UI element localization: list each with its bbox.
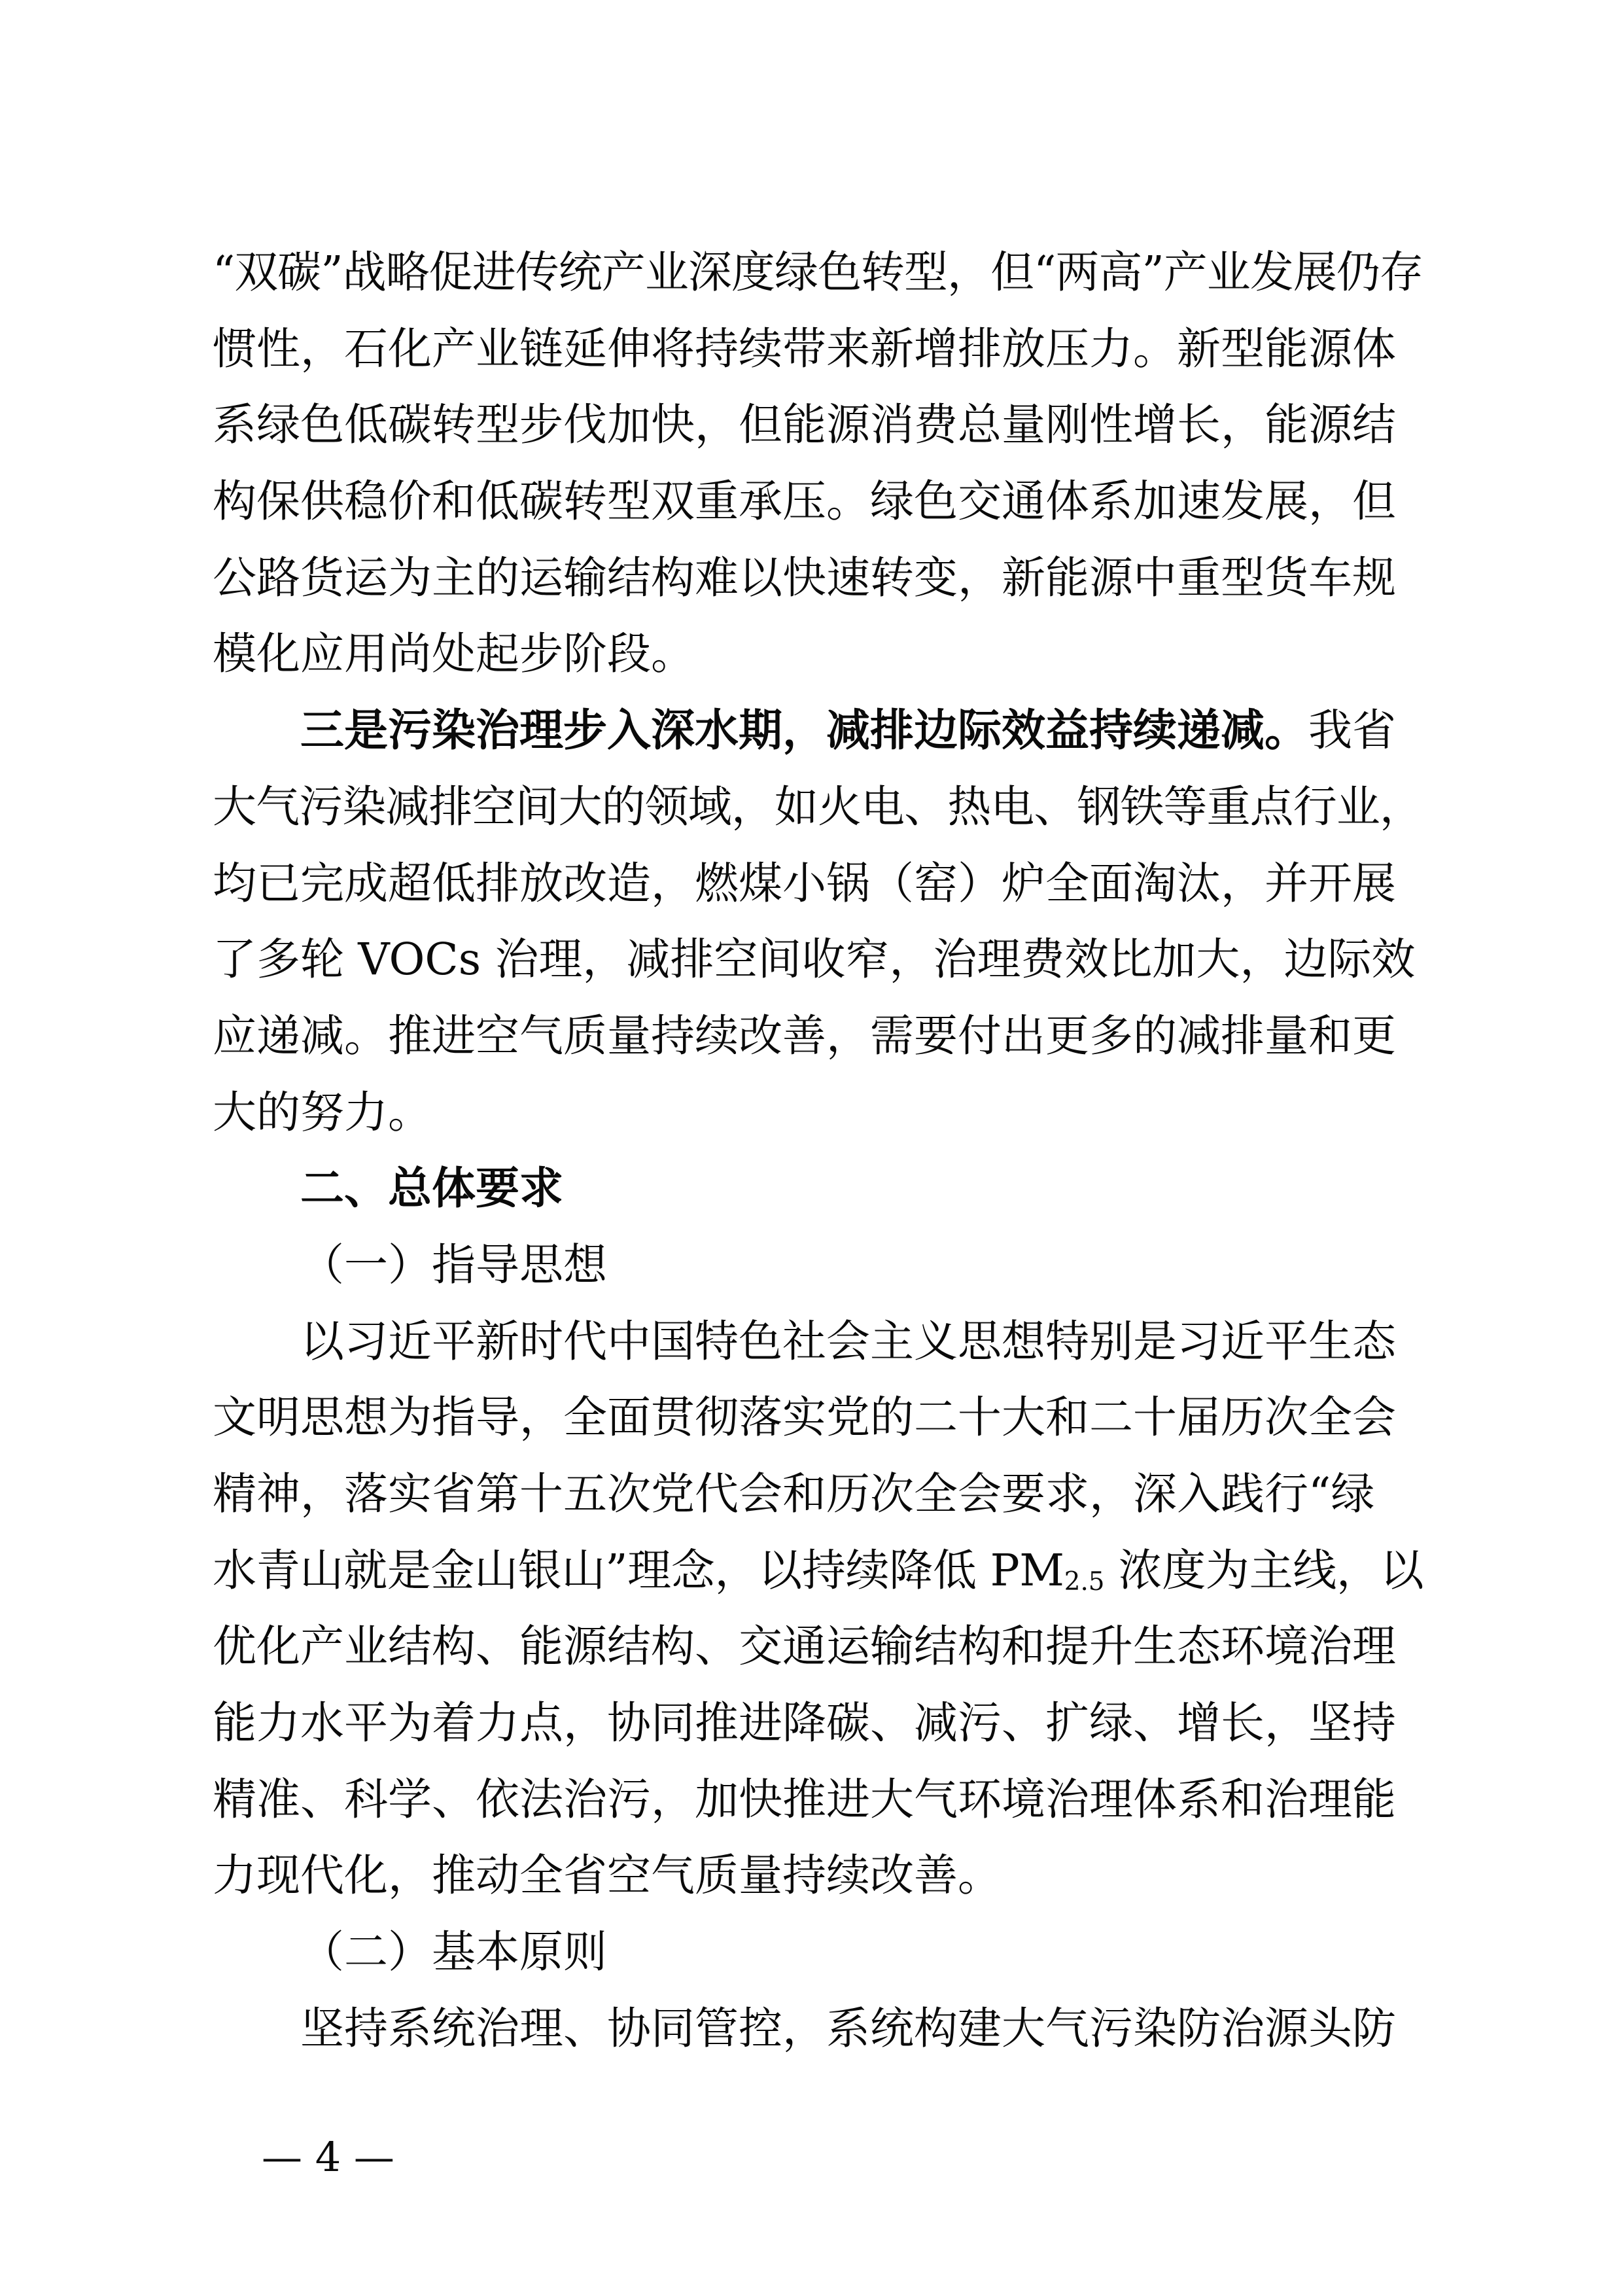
text-segment: 以习近平新时代中国特色社会主义思想特别是习近平生态 [300,1315,1396,1367]
text-segment: 构保供稳价和低碳转型双重承压。绿色交通体系加速发展，但 [213,476,1396,527]
text-line [213,1227,1423,1303]
text-line [213,692,1423,769]
text-segment: 应递减。推进空气质量持续改善，需要付出更多的减排量和更 [213,1010,1396,1061]
text-segment: 系绿色低碳转型步伐加快，但能源消费总量刚性增长，能源结 [213,399,1396,451]
text-segment: 大的努力。 [213,1086,432,1138]
text-segment: 惯性，石化产业链延伸将持续带来新增排放压力。新型能源体 [213,323,1396,374]
text-line [213,1303,1423,1380]
text-line [213,845,1423,922]
text-segment: 精神，落实省第十五次党代会和历次全会要求，深入践行“绿 [213,1468,1375,1519]
text-segment: 坚持系统治理、协同管控，系统构建大气污染防治源头防 [300,2002,1396,2054]
text-segment: （二）基本原则 [300,1926,607,1978]
text-segment: 了多轮 VOCs 治理，减排空间收窄，治理费效比加大，边际效 [213,934,1416,985]
text-line [213,921,1423,998]
text-segment: “双碳”战略促进传统产业深度绿色转型，但“两高”产业发展仍存 [213,247,1423,298]
text-segment: 模化应用尚处起步阶段。 [213,628,695,680]
text-line [213,769,1423,845]
text-line [213,1761,1423,1838]
text-line [213,234,1423,311]
text-segment: 三是污染治理步入深水期，减排边际效益持续递减。 [300,704,1308,756]
text-line [213,1532,1423,1609]
text-line [213,1379,1423,1456]
text-line [213,540,1423,616]
text-segment: 能力水平为着力点，协同推进降碳、减污、扩绿、增长，坚持 [213,1697,1396,1749]
text-line [213,1914,1423,1990]
text-line [213,616,1423,692]
text-segment: 大气污染减排空间大的领域，如火电、热电、钢铁等重点行业， [213,781,1423,832]
text-segment: 二、总体要求 [300,1162,563,1214]
text-line [213,387,1423,463]
text-line [213,463,1423,540]
text-line [213,1608,1423,1685]
text-segment: 优化产业结构、能源结构、交通运输结构和提升生态环境治理 [213,1621,1396,1672]
text-segment: 浓度为主线，以 [1104,1544,1424,1596]
text-line [213,1990,1423,2067]
text-line [213,1150,1423,1227]
document-body [213,234,1423,2067]
text-segment: 精准、科学、依法治污，加快推进大气环境治理体系和治理能 [213,1773,1396,1825]
text-segment: 文明思想为指导，全面贯彻落实党的二十大和二十届历次全会 [213,1392,1396,1443]
subscript-segment: 2.5 [1064,1566,1105,1597]
text-line [213,1074,1423,1151]
text-segment: 公路货运为主的运输结构难以快速转变，新能源中重型货车规 [213,552,1396,603]
text-segment: 力现代化，推动全省空气质量持续改善。 [213,1850,1002,1901]
text-line [213,998,1423,1074]
text-line [213,1685,1423,1761]
text-line [213,1456,1423,1532]
text-segment: （一）指导思想 [300,1239,607,1290]
page-number: — 4 — [262,2133,394,2181]
text-line [213,311,1423,387]
text-segment: 我省 [1308,705,1396,756]
text-line [213,1837,1423,1914]
text-segment: 水青山就是金山银山”理念，以持续降低 PM [213,1544,1064,1596]
text-segment: 均已完成超低排放改造，燃煤小锅（窑）炉全面淘汰，并开展 [213,857,1396,909]
